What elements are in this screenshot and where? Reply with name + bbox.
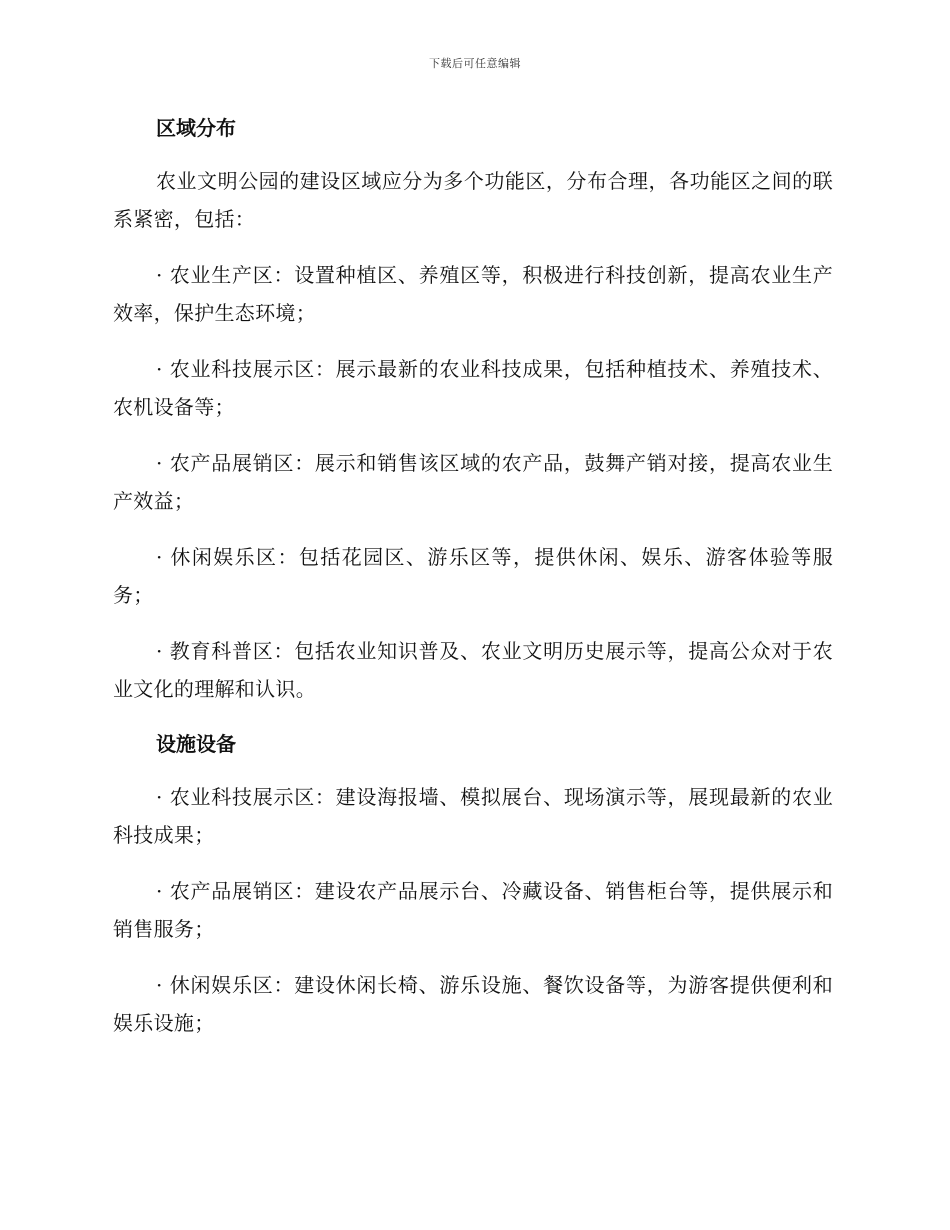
section-title: 设施设备 bbox=[156, 732, 236, 756]
paragraph: 农业文明公园的建设区域应分为多个功能区，分布合理，各功能区之间的联系紧密，包括： bbox=[113, 169, 833, 231]
list-item: · 休闲娱乐区：包括花园区、游乐区等，提供休闲、娱乐、游客体验等服务； bbox=[113, 545, 833, 607]
list-item: · 农产品展销区：建设农产品展示台、冷藏设备、销售柜台等，提供展示和销售服务； bbox=[113, 879, 833, 941]
list-item: · 休闲娱乐区：建设休闲长椅、游乐设施、餐饮设备等，为游客提供便利和娱乐设施； bbox=[113, 973, 833, 1035]
list-item: · 农业科技展示区：展示最新的农业科技成果，包括种植技术、养殖技术、农机设备等； bbox=[113, 357, 833, 419]
section-regional-distribution bbox=[113, 108, 833, 708]
list-item: · 农业生产区：设置种植区、养殖区等，积极进行科技创新，提高农业生产效率，保护生态环境； bbox=[113, 263, 833, 325]
list-item: · 农业科技展示区：建设海报墙、模拟展台、现场演示等，展现最新的农业科技成果； bbox=[113, 785, 833, 847]
document-body bbox=[113, 108, 833, 1060]
list-item: · 农产品展销区：展示和销售该区域的农产品，鼓舞产销对接，提高农业生产效益； bbox=[113, 451, 833, 513]
header-note: 下载后可任意编辑 bbox=[429, 57, 521, 70]
section-title: 区域分布 bbox=[156, 116, 236, 140]
list-item: · 教育科普区：包括农业知识普及、农业文明历史展示等，提高公众对于农业文化的理解和认识。 bbox=[113, 639, 833, 701]
section-facilities-equipment bbox=[113, 724, 833, 1042]
